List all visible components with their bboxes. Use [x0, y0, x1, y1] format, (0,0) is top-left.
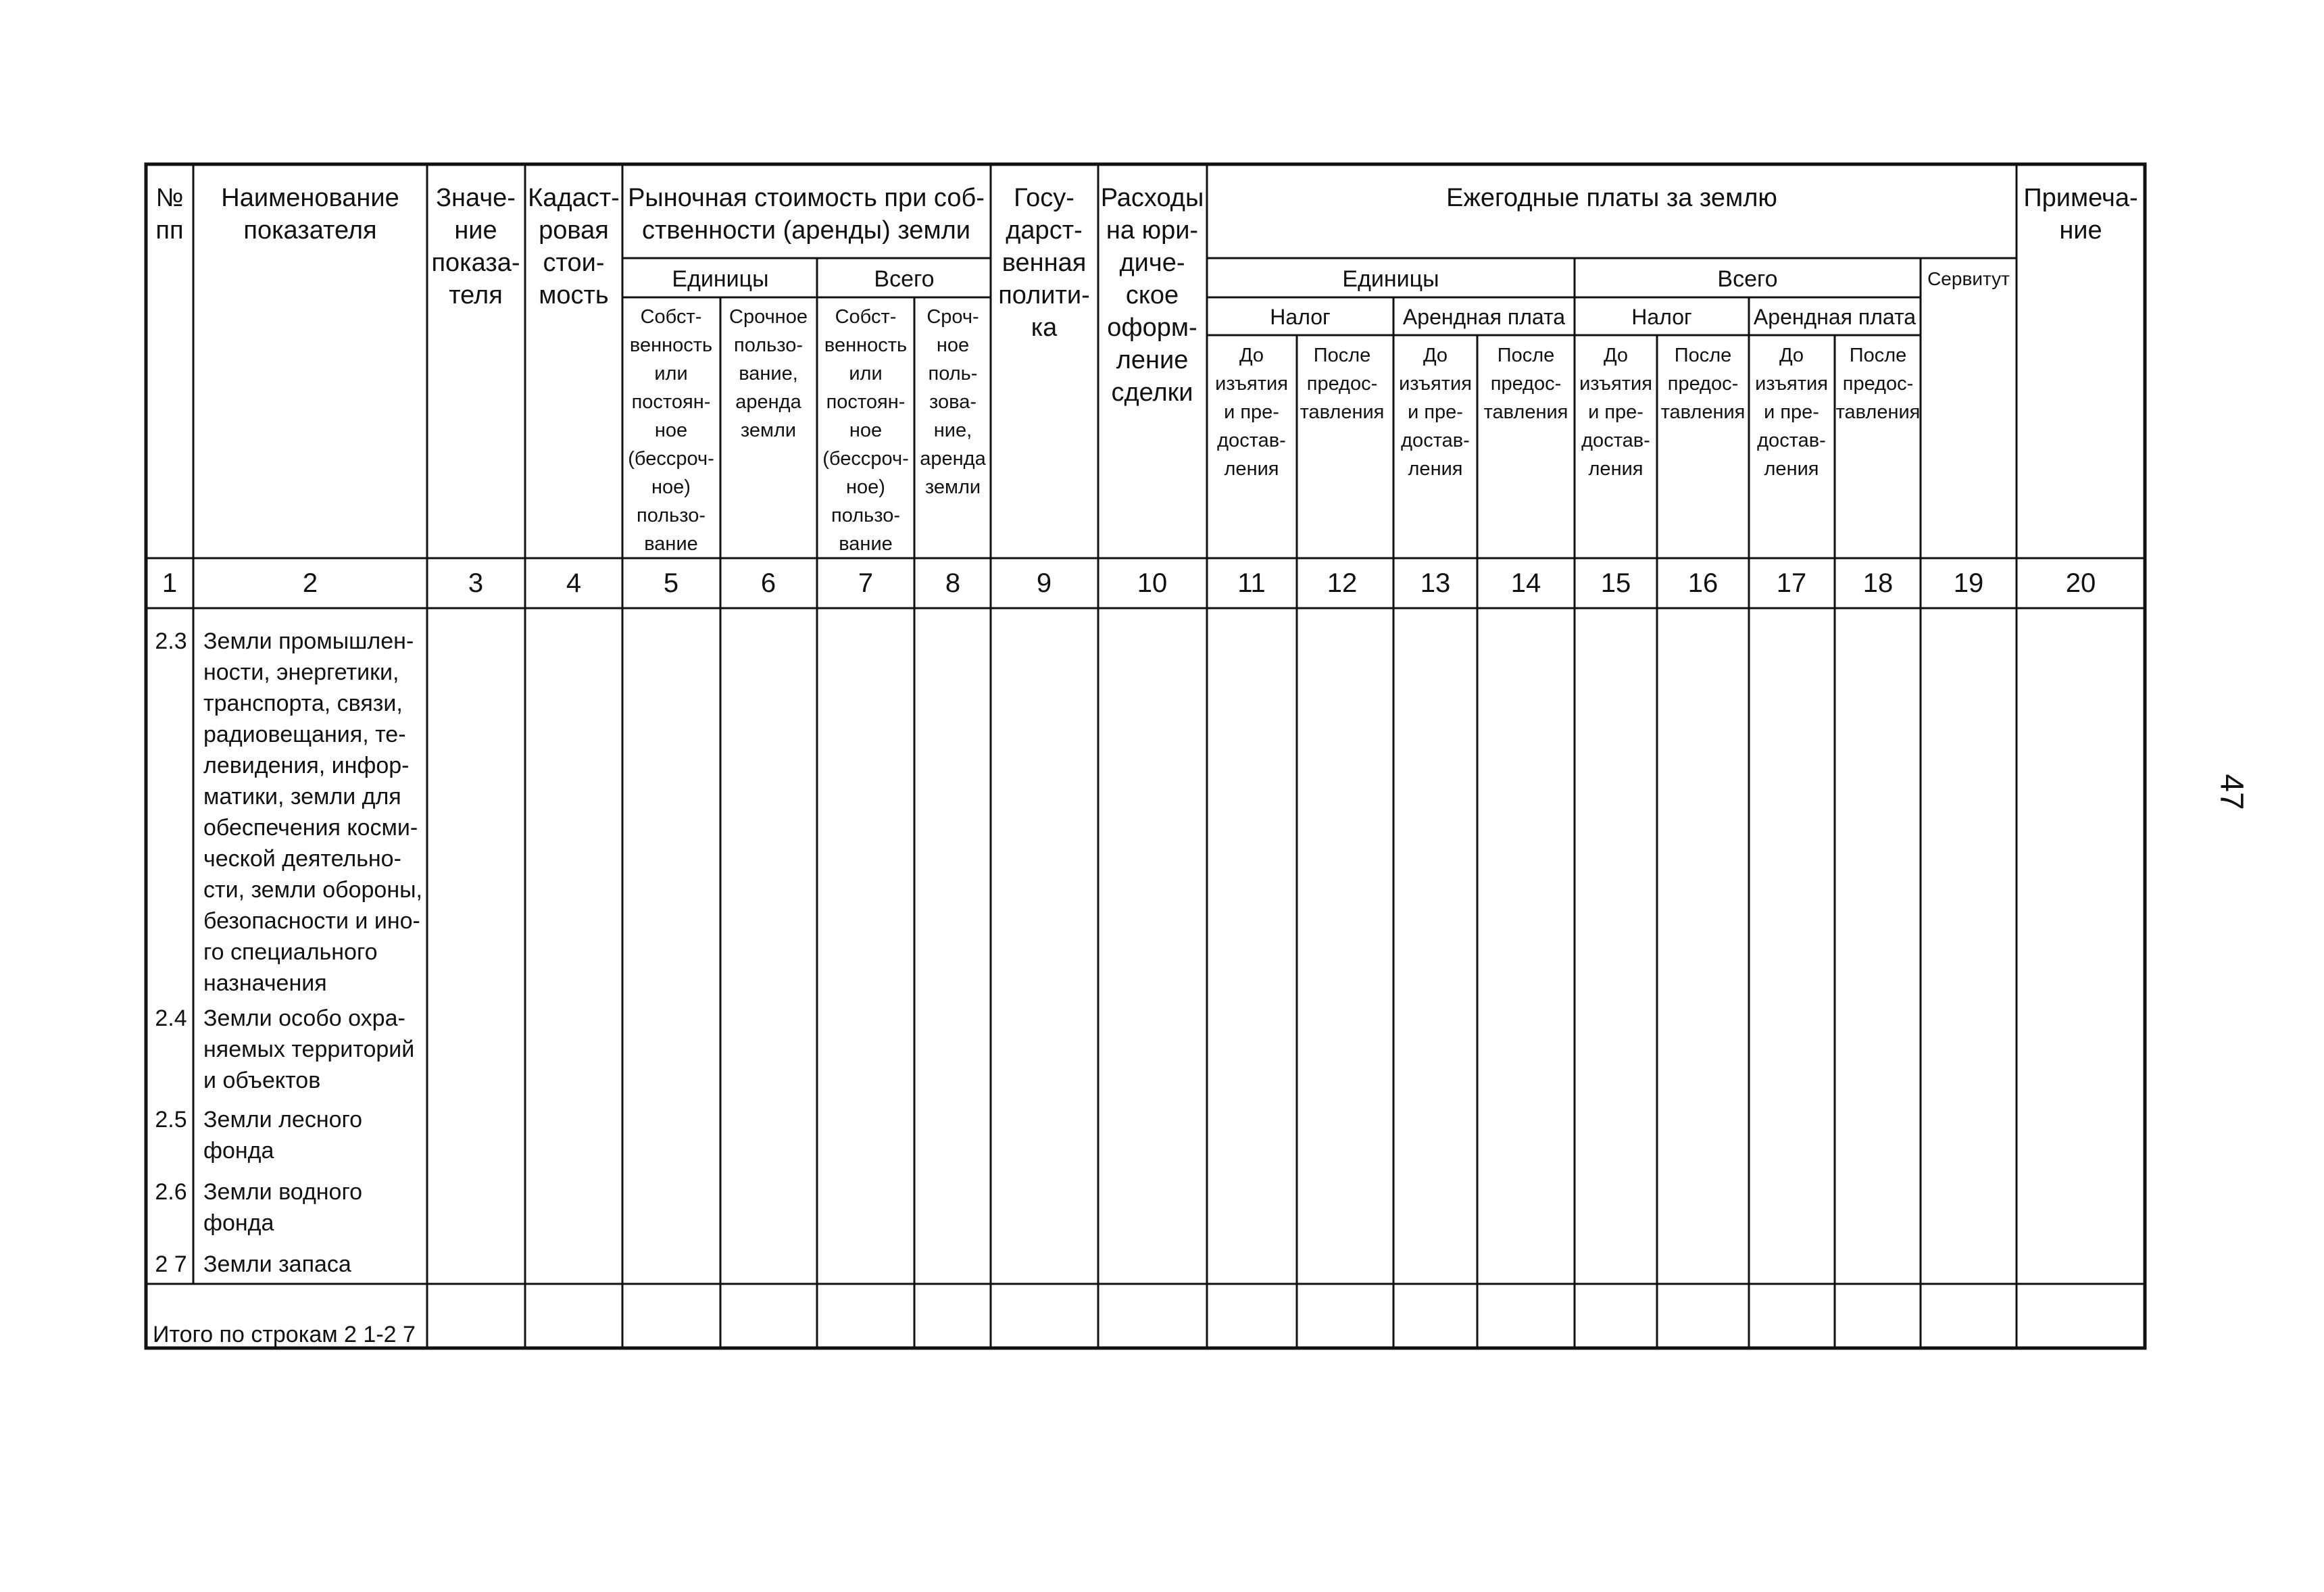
header-total-tax: Налог [1631, 305, 1692, 329]
header-annual-total: Всего [1717, 266, 1778, 292]
header-market-units: Единицы [672, 266, 769, 292]
column-number-5: 5 [663, 568, 679, 598]
column-number-11: 11 [1237, 568, 1266, 598]
header-market-value: Рыночная стоимость при соб-ственности (аренды) земли [628, 184, 985, 245]
header-market-own: Собст-венность или постоян-ное (бессроч-ное) пользо-вание [628, 306, 714, 555]
column-number-6: 6 [760, 568, 776, 598]
column-number-18: 18 [1862, 568, 1894, 598]
column-number-row [162, 568, 2096, 598]
row-number: 2.3 [155, 628, 187, 654]
row-number: 2.4 [155, 1005, 187, 1031]
column-number-1: 1 [162, 568, 178, 598]
page-number: 47 [2213, 774, 2250, 810]
column-number-20: 20 [2065, 568, 2096, 598]
column-number-3: 3 [468, 568, 484, 598]
header-number: № пп [155, 184, 184, 245]
row-name: Земли водного фонда [203, 1179, 363, 1236]
header-market-total-lease: Сроч-ное поль-зова-ние, аренда земли [920, 306, 986, 498]
row-number: 2.5 [155, 1107, 187, 1133]
header-market-total: Всего [874, 266, 935, 292]
column-number-13: 13 [1420, 568, 1451, 598]
total-row-label: Итого по строкам 2 1-2 7 [153, 1322, 416, 1347]
column-number-15: 15 [1600, 568, 1631, 598]
row-name: Земли запаса [203, 1251, 351, 1277]
row-number: 2 7 [155, 1251, 187, 1277]
column-number-19: 19 [1953, 568, 1984, 598]
header-servitude: Сервитут [1927, 268, 2010, 289]
header-market-total-own: Собст-венность или постоян-ное (бессроч-ное) пользо-вание [822, 306, 909, 555]
header-units-rent-after: После предос-тавления [1483, 345, 1568, 423]
header-total-tax-before: До изъятия и пре-достав-ления [1579, 345, 1652, 480]
header-total-tax-after: После предос-тавления [1660, 345, 1746, 423]
header-units-tax-before: До изъятия и пре-достав-ления [1215, 345, 1288, 480]
column-number-16: 16 [1687, 568, 1719, 598]
header-total-rent: Арендная плата [1753, 305, 1917, 329]
column-number-8: 8 [945, 568, 961, 598]
header-state-policy: Госу-дарст-венная полити-ка [998, 184, 1090, 342]
header-total-rent-before: До изъятия и пре-достав-ления [1755, 345, 1828, 480]
row-name: Земли особо охра-няемых территорий и объектов [203, 1005, 415, 1093]
column-number-10: 10 [1137, 568, 1168, 598]
header-cadastral: Кадаст-ровая стои-мость [528, 184, 620, 309]
header-annual-units: Единицы [1342, 266, 1439, 292]
row-number: 2.6 [155, 1179, 187, 1205]
header-annual-payments: Ежегодные платы за землю [1446, 184, 1777, 212]
header-value: Значе-ние показа-теля [431, 184, 520, 309]
column-number-4: 4 [566, 568, 582, 598]
header-units-tax-after: После предос-тавления [1300, 345, 1385, 423]
header-units-rent-before: До изъятия и пре-достав-ления [1399, 345, 1472, 480]
column-number-14: 14 [1510, 568, 1541, 598]
header-units-rent: Арендная плата [1402, 305, 1566, 329]
column-number-17: 17 [1776, 568, 1807, 598]
column-number-7: 7 [858, 568, 874, 598]
row-name: Земли лесного фонда [203, 1107, 363, 1164]
column-number-9: 9 [1036, 568, 1052, 598]
header-market-lease: Срочное пользо-вание, аренда земли [729, 306, 808, 441]
column-number-12: 12 [1327, 568, 1358, 598]
header-total-rent-after: После предос-тавления [1835, 345, 1921, 423]
column-number-2: 2 [302, 568, 318, 598]
header-name: Наименование показателя [221, 184, 399, 245]
row-name: Земли промышлен-ности, энергетики, транспорта, связи, радиовещания, те-левидения, инфор-матики, земли для обеспечения косми-ческой деятельно-сти, земли обороны, безопасности и ино-го специального назначения [203, 628, 422, 996]
header-note: Примеча-ние [2023, 184, 2138, 245]
header-units-tax: Налог [1270, 305, 1331, 329]
header-legal-costs: Расходы на юри-диче-ское оформ-ление сделки [1100, 184, 1204, 407]
table-header [155, 184, 2137, 555]
